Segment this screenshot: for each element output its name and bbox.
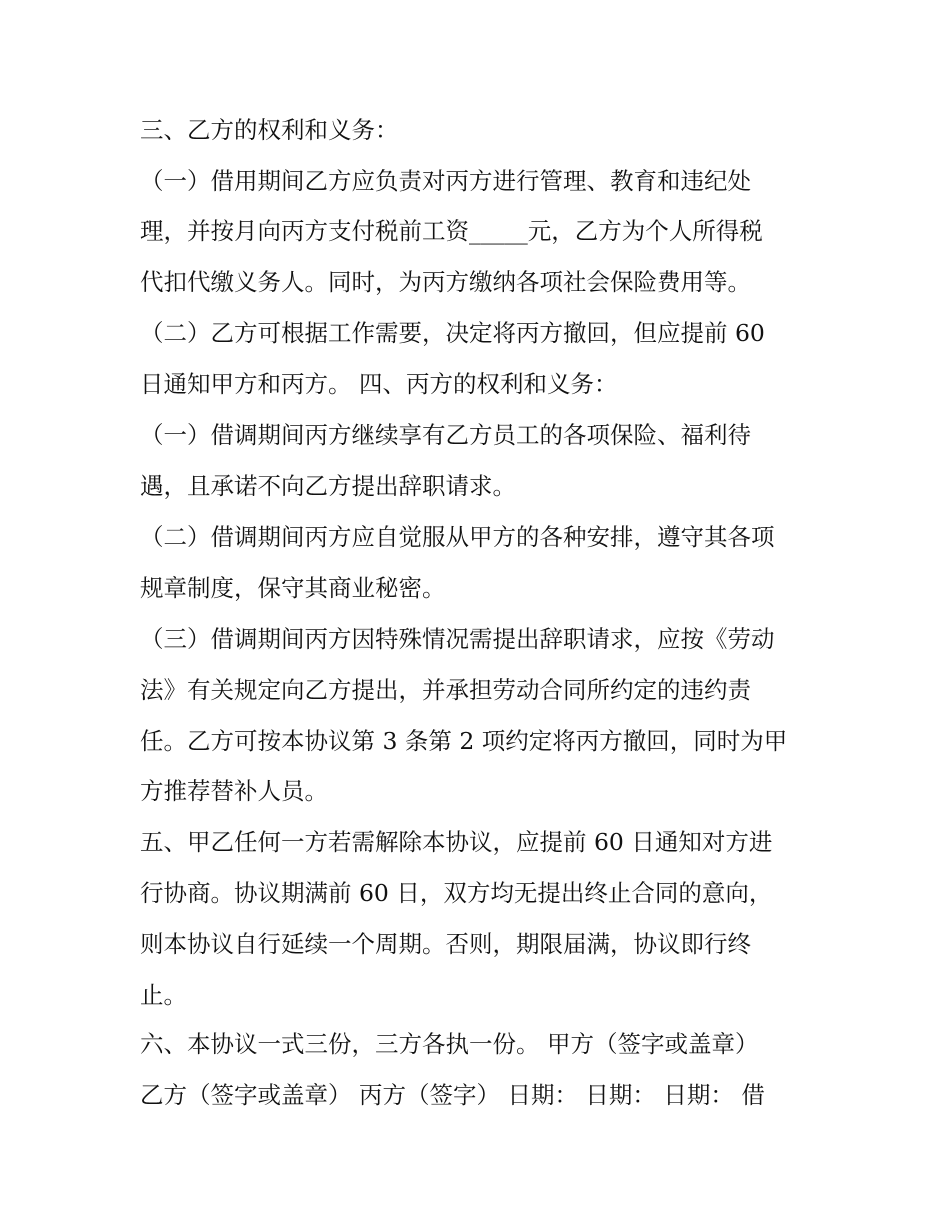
text-line: 日通知甲方和丙方。 四、丙方的权利和义务： [140,370,618,398]
text-line-section-3-heading: 三、乙方的权利和义务： [140,116,399,144]
text-line: 方推荐替补人员。 [140,777,328,805]
text-line: 则本协议自行延续一个周期。否则，期限届满，协议即行终 [140,930,751,958]
text-line: （二）借调期间丙方应自觉服从甲方的各种安排，遵守其各项 [140,523,775,551]
text-line-signature-row: 乙方（签字或盖章） 丙方（签字） 日期： 日期： 日期： 借 [140,1081,765,1109]
text-line: 理，并按月向丙方支付税前工资_____元，乙方为个人所得税 [140,217,763,245]
text-line: （一）借调期间丙方继续享有乙方员工的各项保险、福利待 [140,421,751,449]
text-line: 行协商。协议期满前 60 日，双方均无提出终止合同的意向， [140,879,773,907]
text-line: 法》有关规定向乙方提出，并承担劳动合同所约定的违约责 [140,676,751,704]
text-line: 遇，且承诺不向乙方提出辞职请求。 [140,472,516,500]
text-line: （一）借用期间乙方应负责对丙方进行管理、教育和违纪处 [140,167,751,195]
text-line-section-6: 六、本协议一式三份，三方各执一份。 甲方（签字或盖章） [140,1030,759,1058]
text-line: 止。 [140,981,187,1009]
text-line: 代扣代缴义务人。同时，为丙方缴纳各项社会保险费用等。 [140,268,751,296]
text-line: （二）乙方可根据工作需要，决定将丙方撤回，但应提前 60 [140,319,765,347]
text-line: 任。乙方可按本协议第 3 条第 2 项约定将丙方撤回，同时为甲 [140,727,788,755]
text-line-section-5: 五、甲乙任何一方若需解除本协议，应提前 60 日通知对方进 [140,828,773,856]
text-line: （三）借调期间丙方因特殊情况需提出辞职请求，应按《劳动 [140,625,775,653]
text-line: 规章制度，保守其商业秘密。 [140,574,446,602]
